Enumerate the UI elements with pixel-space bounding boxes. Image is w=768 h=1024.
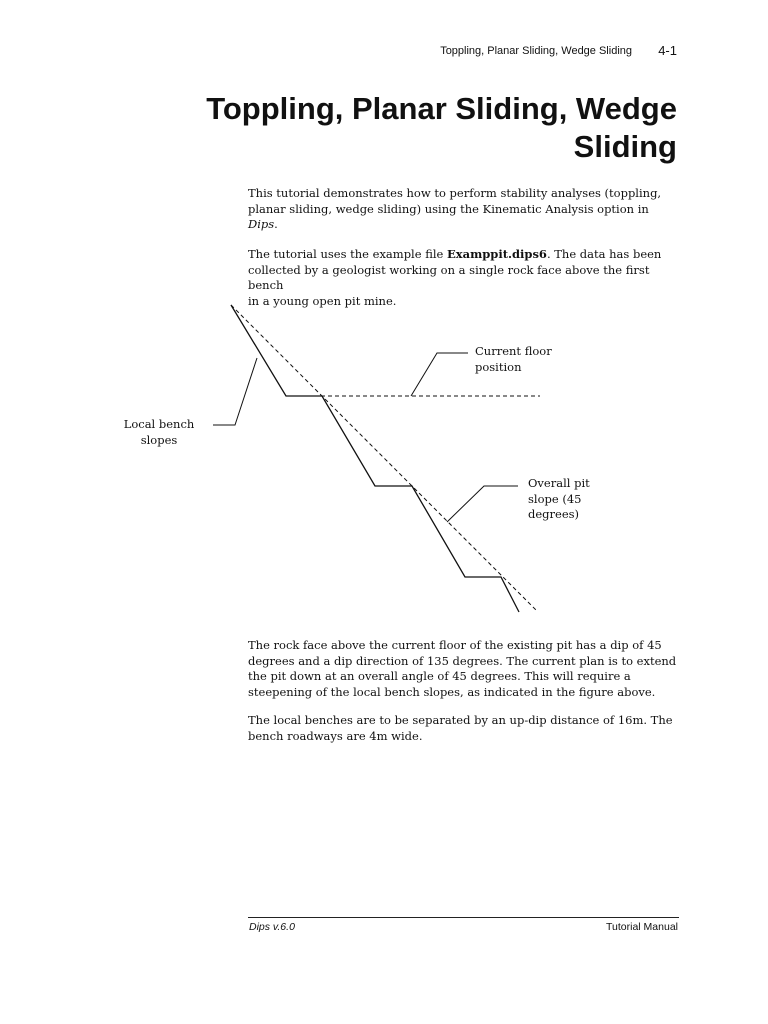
rock-face-line-2: degrees and a dip direction of 135 degrees. The current plan is to extend <box>248 653 677 668</box>
page-title-line-2: Sliding <box>573 129 677 164</box>
overall-slope-leader <box>447 486 518 522</box>
example-line-2: collected by a geologist working on a single rock face above the first bench <box>248 262 650 292</box>
running-header-title: Toppling, Planar Sliding, Wedge Sliding <box>440 45 632 57</box>
page-number: 4-1 <box>658 43 677 58</box>
example-tail: . The data has been <box>546 247 662 261</box>
overall-slope-label <box>528 476 590 523</box>
rock-face-line-3: the pit down at an overall angle of 45 degrees. This will require a <box>248 669 631 683</box>
example-filename: Examppit.dips6 <box>447 247 547 261</box>
local-bench-leader <box>213 358 257 425</box>
intro-line-3-end: . <box>274 217 278 231</box>
local-bench-label <box>118 417 200 448</box>
footer-version: Dips v.6.0 <box>249 921 295 933</box>
current-floor-label-2: position <box>475 359 522 374</box>
benches-line-2: bench roadways are 4m wide. <box>248 728 423 743</box>
rock-face-line-4: steepening of the local bench slopes, as indicated in the figure above. <box>248 684 656 699</box>
rock-face-paragraph <box>248 638 688 700</box>
example-line-3: in a young open pit mine. <box>248 293 397 308</box>
dips-italic: Dips <box>248 217 275 231</box>
current-floor-leader <box>411 353 468 396</box>
overall-slope-label-1: Overall pit <box>528 476 590 490</box>
local-bench-label-2: slopes <box>140 432 178 447</box>
page-title-line-1: Toppling, Planar Sliding, Wedge <box>206 91 677 126</box>
overall-slope-label-3: degrees) <box>528 507 580 521</box>
current-floor-label <box>475 344 552 375</box>
current-floor-label-1: Current floor <box>475 344 552 358</box>
intro-line-2: planar sliding, wedge sliding) using the Kinematic Analysis option in <box>248 201 649 216</box>
benches-line-1: The local benches are to be separated by an up-dip distance of 16m. The <box>248 713 673 727</box>
example-lead: The tutorial uses the example file <box>248 247 447 261</box>
local-bench-label-1: Local bench <box>123 417 195 431</box>
rock-face-line-1: The rock face above the current floor of the existing pit has a dip of 45 <box>248 638 662 652</box>
footer-manual: Tutorial Manual <box>606 921 678 933</box>
benches-paragraph <box>248 713 688 744</box>
intro-line-1: This tutorial demonstrates how to perform stability analyses (toppling, <box>248 186 662 200</box>
footer-divider <box>248 917 679 918</box>
overall-slope-label-2: slope (45 <box>528 491 582 506</box>
